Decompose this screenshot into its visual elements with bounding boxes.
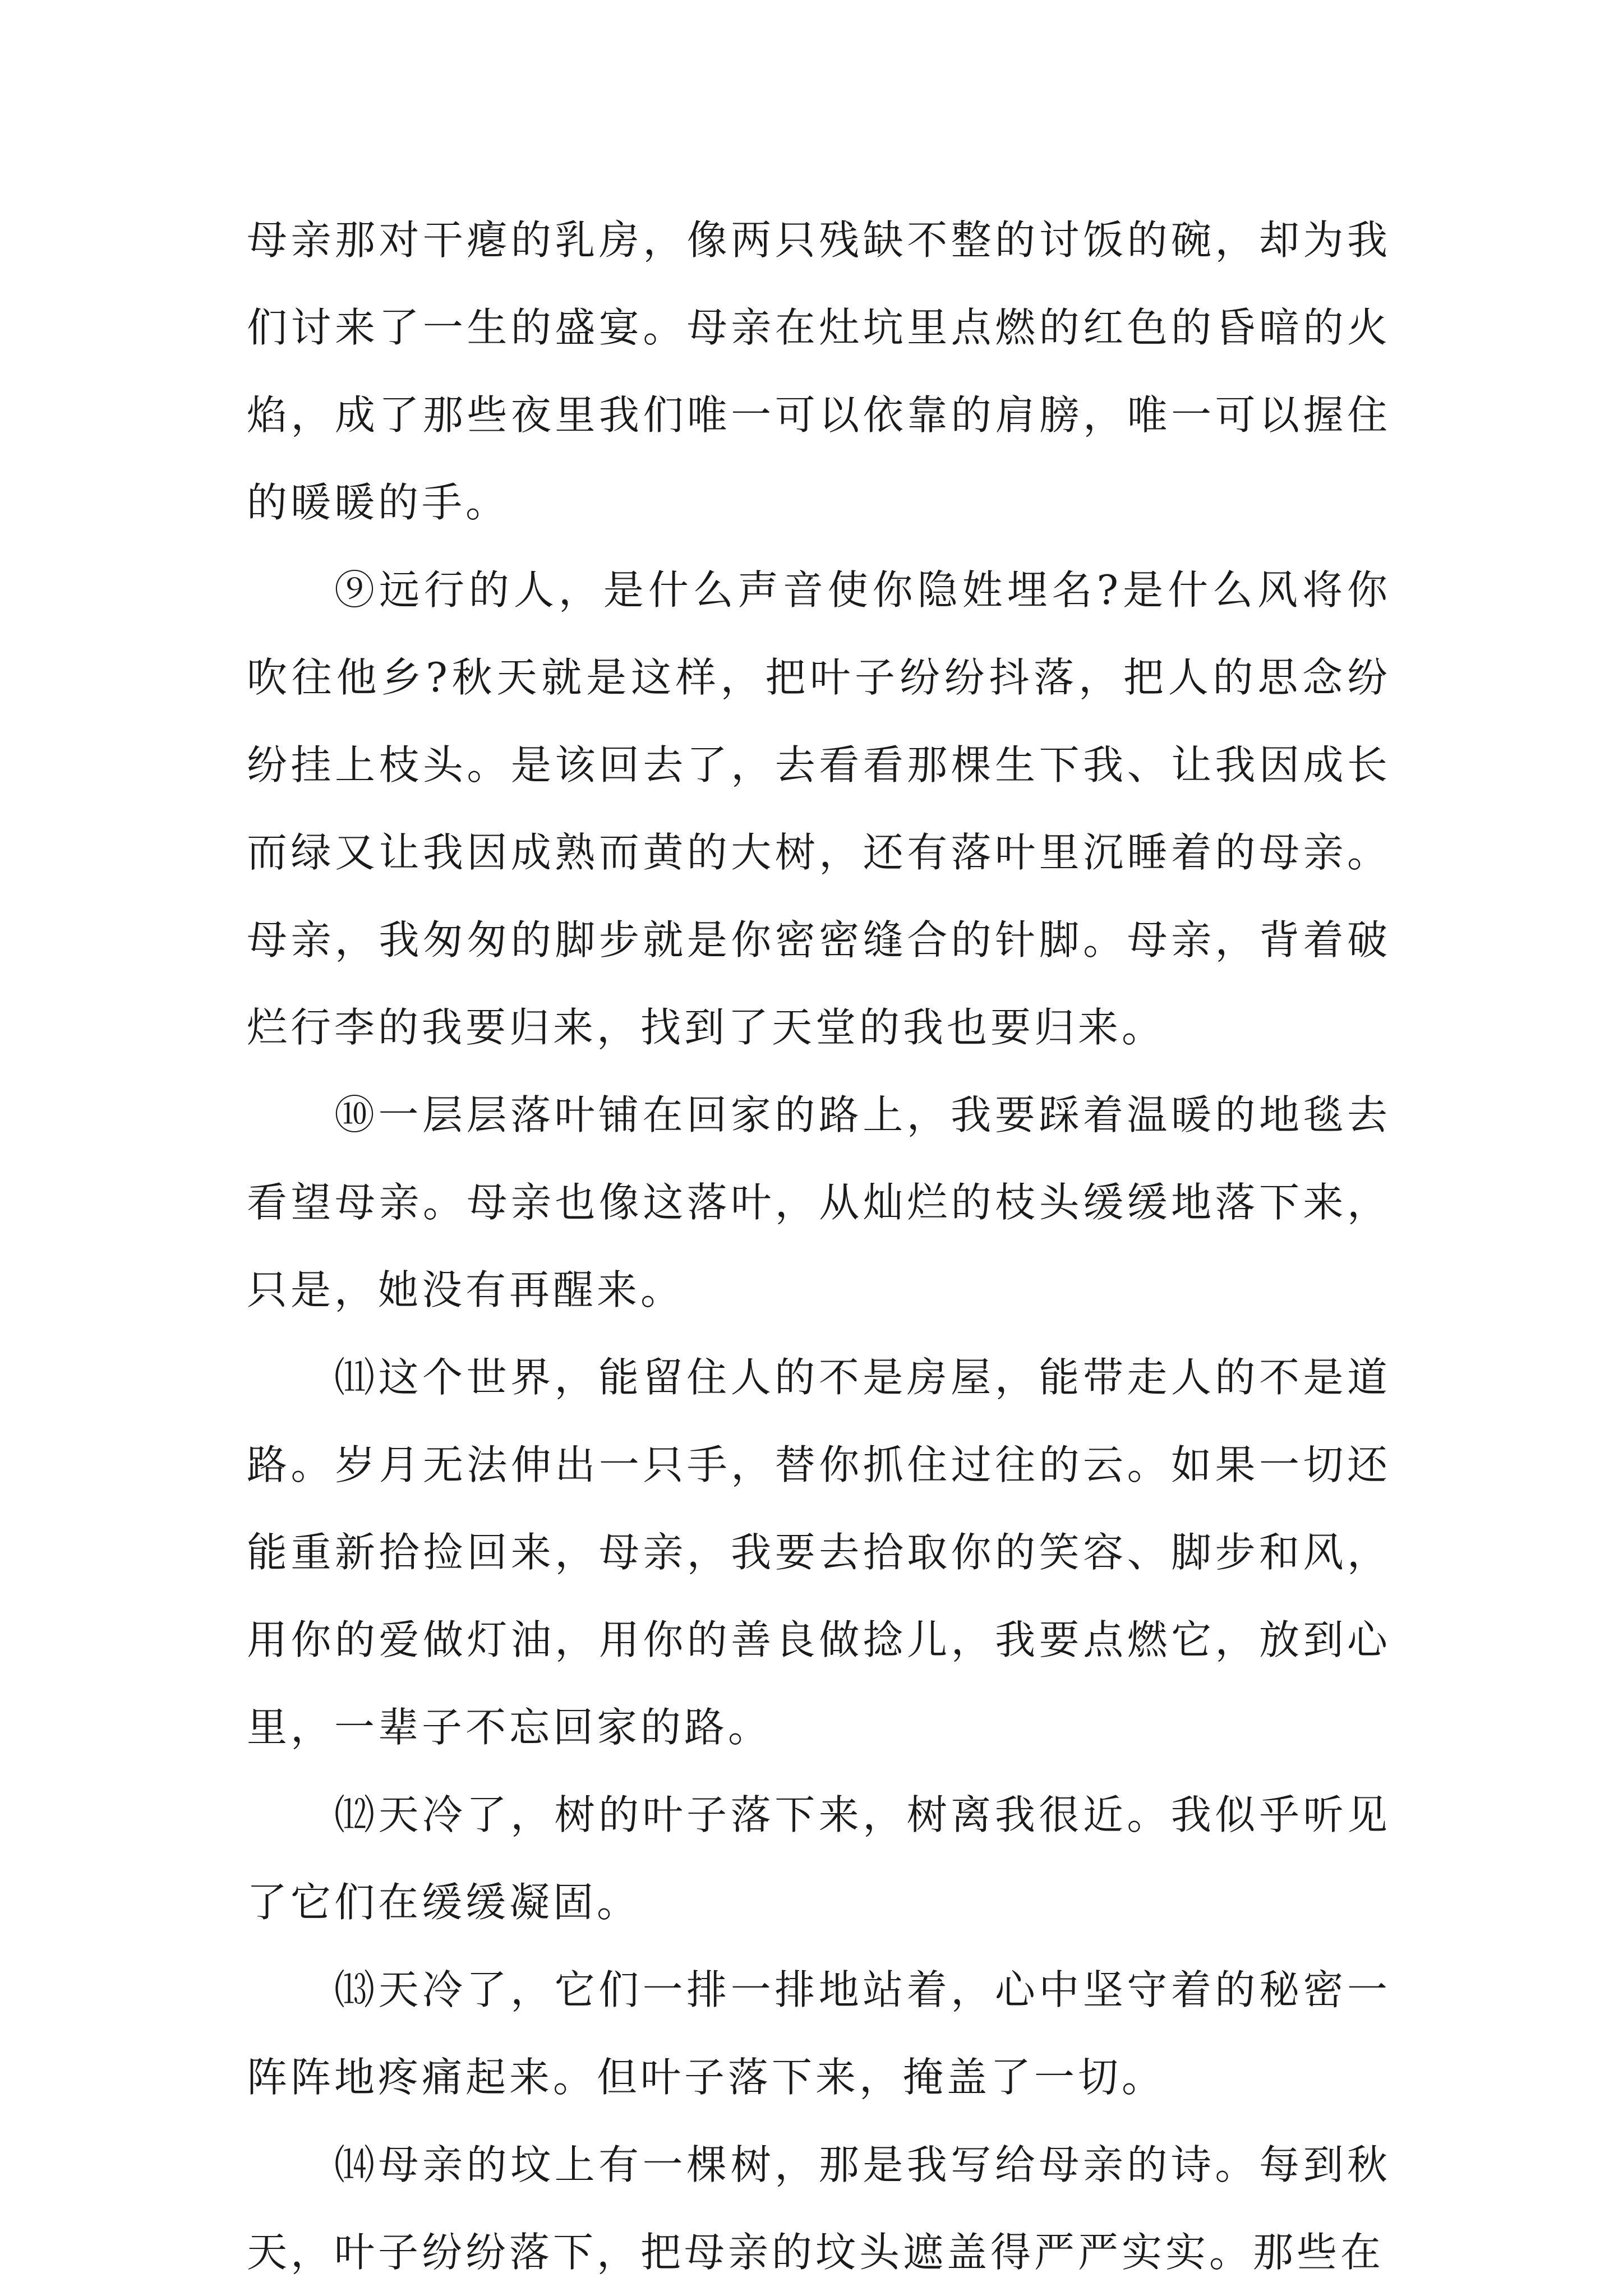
paragraph-9: ⑨远行的人，是什么声音使你隐姓埋名?是什么风将你吹往他乡?秋天就是这样，把叶子纷纷抖落，把人的思念纷纷挂上枝头。是该回去了，去看看那棵生下我、让我因成长而绿又让我因成熟而黄的大树，还有落叶里沉睡着的母亲。母亲，我匆匆的脚步就是你密密缝合的针脚。母亲，背着破烂行李的我要归来，找到了天堂的我也要归来。 bbox=[247, 566, 1391, 1051]
paragraph-continuation: 母亲那对干瘪的乳房，像两只残缺不整的讨饭的碗，却为我们讨来了一生的盛宴。母亲在灶坑里点燃的红色的昏暗的火焰，成了那些夜里我们唯一可以依靠的肩膀，唯一可以握住的暖暖的手。 bbox=[247, 216, 1391, 526]
paragraph-11: ⑾这个世界，能留住人的不是房屋，能带走人的不是道路。岁月无法伸出一只手，替你抓住过往的云。如果一切还能重新拾捡回来，母亲，我要去拾取你的笑容、脚步和风，用你的爱做灯油，用你的善良做捻儿，我要点燃它，放到心里，一辈子不忘回家的路。 bbox=[247, 1354, 1391, 1751]
paragraph-13: ⒀天冷了，它们一排一排地站着，心中坚守着的秘密一阵阵地疼痛起来。但叶子落下来，掩盖了一切。 bbox=[247, 1966, 1391, 2101]
paragraph-12: ⑿天冷了，树的叶子落下来，树离我很近。我似乎听见了它们在缓缓凝固。 bbox=[247, 1791, 1391, 1926]
paragraph-14: ⒁母亲的坟上有一棵树，那是我写给母亲的诗。每到秋天，叶子纷纷落下，把母亲的坟头遮盖得严严实实。那些在 bbox=[247, 2141, 1391, 2276]
article-body bbox=[247, 196, 1391, 2296]
paragraph-10: ⑩一层层落叶铺在回家的路上，我要踩着温暖的地毯去看望母亲。母亲也像这落叶，从灿烂的枝头缓缓地落下来，只是，她没有再醒来。 bbox=[247, 1091, 1391, 1313]
